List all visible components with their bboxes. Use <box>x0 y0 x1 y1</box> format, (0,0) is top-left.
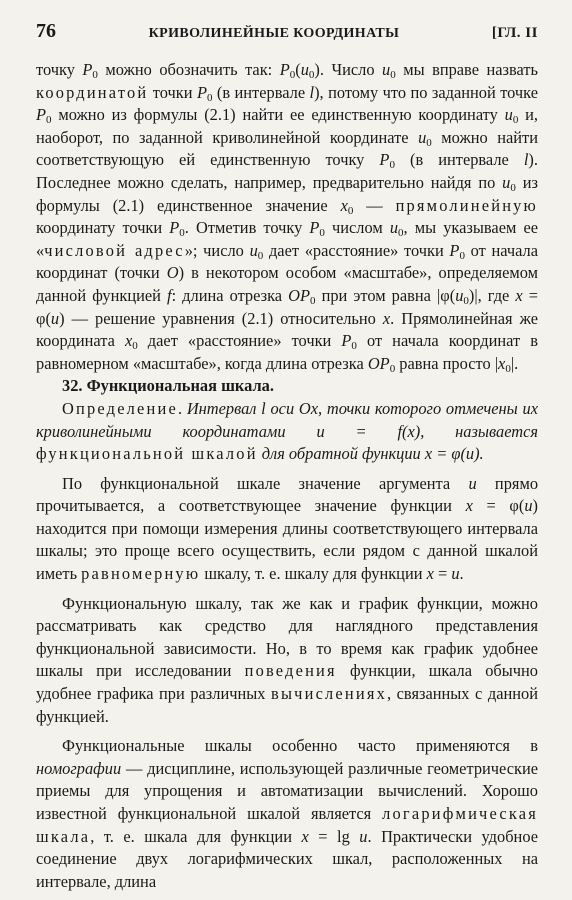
text-run: u <box>418 127 427 147</box>
text-run: мы вправе назвать <box>395 60 538 79</box>
text-run: l <box>309 82 315 102</box>
text-run: 0 <box>347 204 354 217</box>
text-run: 0 <box>310 294 316 307</box>
text-run: x <box>340 195 348 215</box>
text-run: прямо прочитывается, а соответствующее значение функции <box>36 473 539 516</box>
text-run: x <box>301 826 309 846</box>
text-run: u <box>524 496 533 516</box>
text-run: 0 <box>505 362 511 375</box>
text-run: 0 <box>92 69 98 81</box>
text-run: . Прямолинейная же координата <box>36 308 538 351</box>
text-run: = φ( <box>472 496 525 516</box>
text-run: номографии <box>36 758 122 778</box>
text-run: 0 <box>132 340 138 353</box>
text-run: 0 <box>289 69 296 81</box>
text-run: P <box>379 150 390 170</box>
text-run: прямолинейную <box>395 195 539 215</box>
text-run: дает «расстояние» точки <box>263 240 450 260</box>
text-run: 0 <box>426 136 432 149</box>
text-run: 0 <box>46 114 52 127</box>
text-run: и, наоборот, по заданной криволинейной координате <box>36 105 539 147</box>
text-run: : длина отрезка <box>171 285 289 305</box>
text-run: u <box>389 218 399 238</box>
text-run: ) — решение уравнения (2.1) относительно <box>59 308 383 328</box>
text-run: 0 <box>512 114 519 127</box>
text-run: P <box>341 331 352 351</box>
text-run: Функциональную шкалу, так же как и график функции, можно рассматривать как средство для наглядного представления функциональной зависимости. Но, в то время как график удобнее шкалы при исследовании <box>36 593 538 681</box>
text-run: u <box>504 105 513 125</box>
text-run: OP <box>288 285 310 305</box>
text-run: — <box>353 195 396 215</box>
text-run: , т. е. шкала для функции <box>90 826 302 846</box>
text-run: ) находится при помощи измерения длины соответствующего интервала шкалы; это проще всего осуществить, если рядом с данной шкалой иметь <box>36 496 538 584</box>
text-run: координатой <box>36 82 149 102</box>
text-run: x <box>515 285 523 305</box>
text-run: u <box>468 473 477 493</box>
running-head <box>36 20 538 45</box>
text-run: ). Число <box>314 60 383 79</box>
text-run: P <box>196 82 207 102</box>
text-run: . <box>177 398 187 418</box>
text-run: точки <box>148 82 197 102</box>
text-run: вычислениях <box>271 684 387 704</box>
text-run: x <box>426 564 434 584</box>
text-run: от начала координат (точки <box>36 240 538 283</box>
text-run: 0 <box>463 294 469 307</box>
text-run: u <box>359 826 368 846</box>
text-run: OP <box>367 353 390 373</box>
text-run: P <box>169 218 180 238</box>
paragraph-scale-reading <box>36 473 538 586</box>
text-run: P <box>309 218 320 238</box>
text-run: »; число <box>184 240 250 260</box>
text-run: x <box>124 331 133 351</box>
text-run: (в интервале <box>394 150 524 170</box>
text-run: 0 <box>308 69 315 81</box>
text-run: . Практически удобное соединение двух логарифмических шкал, расположенных на интервале, длина <box>36 826 538 891</box>
text-run: По функциональной шкале значение аргумента <box>62 473 469 493</box>
text-run: 0 <box>257 249 264 262</box>
text-run: |. <box>510 353 519 373</box>
text-run: дает «расстояние» точки <box>137 331 342 351</box>
text-run: f <box>167 285 172 305</box>
text-run: функции, шкала обычно удобнее графика при различных <box>36 661 538 704</box>
text-run: u <box>300 60 309 79</box>
text-run: координату точки <box>36 218 170 238</box>
text-run: можно найти соответствующую ей единственную точку <box>36 127 538 170</box>
text-run: 0 <box>179 227 185 240</box>
text-run: u <box>382 60 391 79</box>
text-run: x <box>465 496 473 516</box>
text-run: можно из формулы (2.1) найти ее единственную координату <box>51 105 505 125</box>
text-run: )|, где <box>468 285 516 305</box>
text-run: равномерную <box>81 564 201 584</box>
text-run: x <box>498 353 506 373</box>
text-run: O <box>166 263 179 283</box>
running-title: КРИВОЛИНЕЙНЫЕ КООРДИНАТЫ <box>148 26 400 41</box>
chapter-label: [ГЛ. II <box>491 25 538 41</box>
text-run: , связанных с данной функцией. <box>36 684 538 726</box>
text-run: шкалу, т. е. шкалу для функции <box>200 564 427 584</box>
page-number: 76 <box>36 20 56 42</box>
text-run: , мы указываем ее « <box>36 218 538 260</box>
text-run: 0 <box>459 249 465 262</box>
text-run: логарифмическая шкала <box>36 804 538 846</box>
section-title: 32. Функциональная шкала. <box>62 376 274 396</box>
text-run: x <box>382 308 391 328</box>
text-run: = <box>433 564 452 584</box>
text-run: l <box>523 150 529 170</box>
text-run: равна просто | <box>395 353 499 373</box>
text-run: 0 <box>389 159 395 172</box>
text-run: можно обозначить так: <box>97 60 280 79</box>
text-run: от начала координат в равномерном «масштабе», когда длина отрезка <box>36 331 538 373</box>
text-run: P <box>36 105 47 125</box>
text-run: точку <box>36 60 83 79</box>
text-run: = lg <box>308 826 360 846</box>
text-run: — дисциплине, использующей различные геометрические приемы для упрощения и автоматизации вычислений. Хорошо известной функциональной шкалой является <box>36 758 538 823</box>
text-run: u <box>249 240 258 260</box>
text-run: u <box>451 564 460 584</box>
text-run: Интервал l оси Ox, точки которого отмечены их криволинейными координатами u = f(x), называется <box>36 398 538 441</box>
text-run: u <box>502 172 511 192</box>
text-run: ) в некотором особом «масштабе», определяемом данной функцией <box>36 263 538 305</box>
text-run: P <box>82 60 93 79</box>
paragraph-scale-vs-graph <box>36 593 538 729</box>
text-run: (в интервале <box>212 82 310 102</box>
text-run: ). Последнее можно сделать, например, предварительно найдя по <box>36 150 538 192</box>
text-run: Определение <box>62 398 178 418</box>
text-run: P <box>449 240 460 260</box>
text-run: . Отметив точку <box>184 218 310 238</box>
text-run: u <box>455 285 464 305</box>
text-run: ), потому что по заданной точке <box>314 82 538 102</box>
text-run: из формулы (2.1) единственное значение <box>36 172 538 215</box>
text-run: при этом равна |φ( <box>315 285 456 305</box>
paragraph-nomography <box>36 735 538 893</box>
text-run: . <box>459 564 464 584</box>
text-run: 0 <box>398 227 404 240</box>
text-run: для обратной функции x = φ(u). <box>257 444 484 464</box>
text-run: P <box>279 60 290 79</box>
text-run: u <box>50 308 60 328</box>
text-run: функциональной шкалой <box>36 444 258 464</box>
paragraph-continuation <box>36 59 538 375</box>
text-run: 0 <box>389 362 396 375</box>
definition-paragraph <box>36 398 538 466</box>
text-run: 0 <box>390 69 396 81</box>
text-run: 0 <box>319 227 325 240</box>
text-run: поведения <box>244 661 337 681</box>
text-run: 0 <box>510 181 516 194</box>
text-run: Функциональные шкалы особенно часто применяются в <box>62 736 538 756</box>
page-body <box>36 59 538 893</box>
text-run: ( <box>295 60 301 79</box>
section-heading <box>36 375 538 398</box>
text-run: 0 <box>351 340 357 353</box>
text-run: 0 <box>206 91 213 104</box>
text-run: = φ( <box>36 285 538 328</box>
text-run: числом <box>324 218 390 238</box>
text-run: числовой адрес <box>44 240 185 260</box>
